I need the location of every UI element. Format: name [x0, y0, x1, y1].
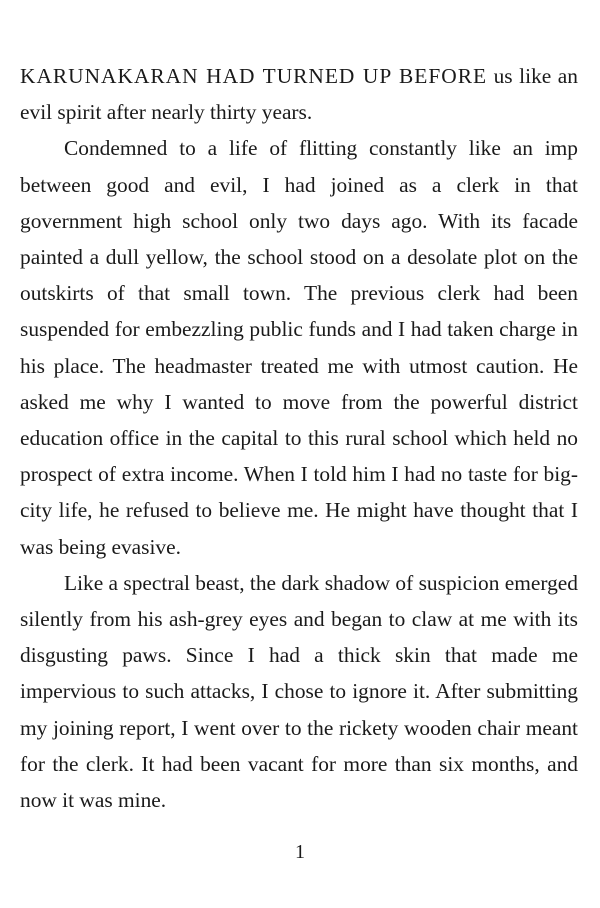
paragraph-2: Condemned to a life of flitting constantly like an imp between good and evil, I had joined as a clerk in that government high school only two days ago. With its facade painted a dull yellow, the school stood on a desolate plot on the outskirts of that small town. The previous clerk had been suspended for embezzling public funds and I had taken charge in his place. The headmaster treated me with utmost caution. He asked me why I wanted to move from the powerful district education office in the capital to this rural school which held no prospect of extra income. When I told him I had no taste for big-city life, he refused to believe me. He might have thought that I was being evasive. [20, 136, 578, 559]
paragraph-3: Like a spectral beast, the dark shadow of suspicion emerged silently from his ash-grey eyes and began to claw at me with its disgusting paws. Since I had a thick skin that made me impervious to such attacks, I chose to ignore it. After submitting my joining report, I went over to the rickety wooden chair meant for the clerk. It had been vacant for more than six months, and now it was mine. [20, 570, 579, 813]
page-body [20, 58, 578, 818]
opening-small-caps: KARUNAKARAN HAD TURNED UP BEFORE [20, 64, 488, 88]
page-number: 1 [295, 841, 305, 863]
opening-text: us like an evil spirit after nearly thirty years. [20, 64, 578, 125]
opening-paragraph [20, 58, 578, 130]
